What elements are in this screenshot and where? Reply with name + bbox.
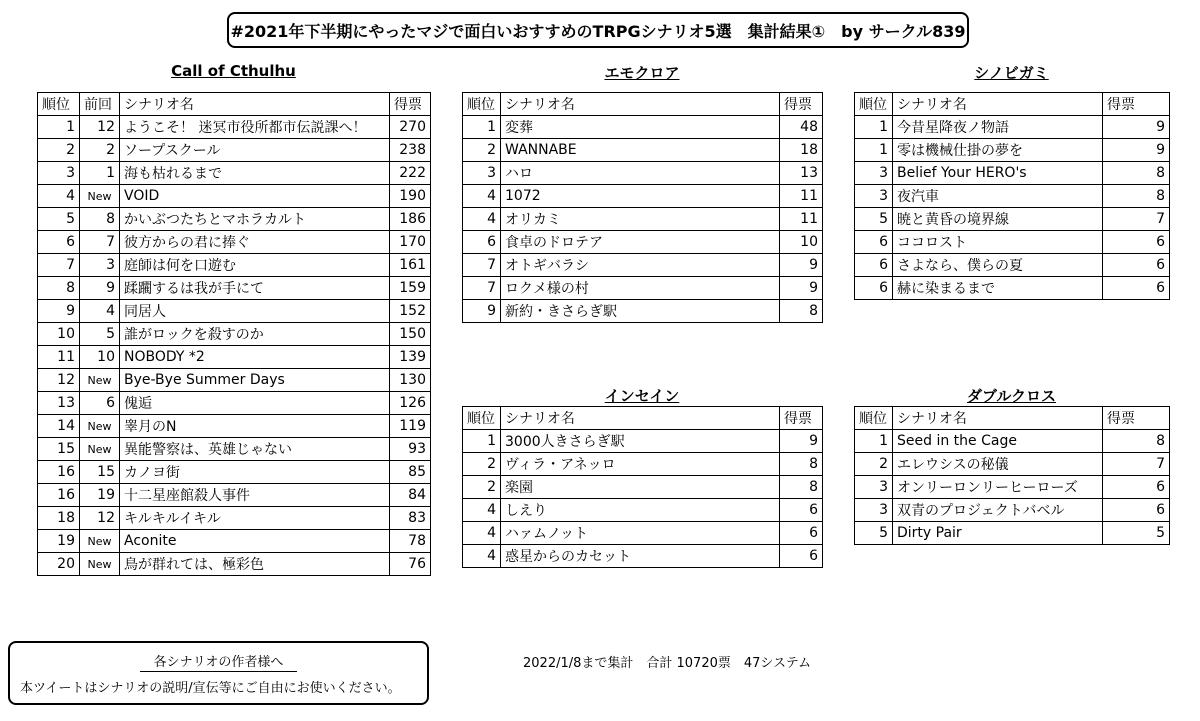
table-row	[38, 392, 431, 415]
votes-cell: 18	[780, 139, 823, 162]
scenario-name-cell: ロクメ様の村	[501, 277, 780, 300]
votes-cell: 270	[390, 116, 431, 139]
table-row	[855, 162, 1170, 185]
rank-cell: 7	[463, 277, 501, 300]
ranking-table-doublecross	[854, 406, 1170, 545]
prev-cell: 9	[80, 277, 120, 300]
header-rank: 順位	[463, 93, 501, 116]
scenario-name-cell: 海も枯れるまで	[120, 162, 390, 185]
rank-cell: 4	[463, 545, 501, 568]
rank-cell: 3	[855, 476, 893, 499]
table-row	[38, 346, 431, 369]
rank-cell: 9	[463, 300, 501, 323]
prev-cell: 12	[80, 116, 120, 139]
prev-cell: 12	[80, 507, 120, 530]
votes-cell: 10	[780, 231, 823, 254]
table-row	[38, 323, 431, 346]
author-note-box	[8, 641, 429, 705]
prev-cell: 19	[80, 484, 120, 507]
rank-cell: 2	[463, 139, 501, 162]
note-body: 本ツイートはシナリオの説明/宣伝等にご自由にお使いください。	[20, 681, 401, 696]
header-prev: 前回	[80, 93, 120, 116]
votes-cell: 11	[780, 208, 823, 231]
prev-cell: 4	[80, 300, 120, 323]
votes-cell: 139	[390, 346, 431, 369]
scenario-name-cell: 3000人きさらぎ駅	[501, 430, 780, 453]
rank-cell: 4	[38, 185, 80, 208]
prev-cell: New	[80, 438, 120, 461]
votes-cell: 11	[780, 185, 823, 208]
ranking-table-emoklore	[462, 92, 823, 323]
votes-cell: 93	[390, 438, 431, 461]
scenario-name-cell: Bye-Bye Summer Days	[120, 369, 390, 392]
rank-cell: 4	[463, 522, 501, 545]
votes-cell: 8	[1103, 430, 1170, 453]
table-row	[855, 453, 1170, 476]
rank-cell: 6	[463, 231, 501, 254]
prev-cell: New	[80, 415, 120, 438]
rank-cell: 1	[855, 116, 893, 139]
rank-cell: 4	[463, 208, 501, 231]
prev-cell: New	[80, 369, 120, 392]
votes-cell: 6	[1103, 254, 1170, 277]
scenario-name-cell: 赫に染まるまで	[893, 277, 1103, 300]
table-row	[38, 461, 431, 484]
prev-cell: New	[80, 185, 120, 208]
votes-cell: 9	[780, 430, 823, 453]
table-row	[463, 162, 823, 185]
votes-cell: 9	[780, 277, 823, 300]
rank-cell: 2	[463, 476, 501, 499]
scenario-name-cell: エレウシスの秘儀	[893, 453, 1103, 476]
votes-cell: 78	[390, 530, 431, 553]
page-title: #2021年下半期にやったマジで面白いおすすめのTRPGシナリオ5選 集計結果① by サークル839	[227, 12, 969, 48]
rank-cell: 1	[855, 430, 893, 453]
header-scenario: シナリオ名	[120, 93, 390, 116]
scenario-name-cell: 庭師は何を口遊む	[120, 254, 390, 277]
header-rank: 順位	[38, 93, 80, 116]
rank-cell: 16	[38, 484, 80, 507]
rank-cell: 2	[38, 139, 80, 162]
rank-cell: 2	[463, 453, 501, 476]
votes-cell: 8	[1103, 185, 1170, 208]
prev-cell: 15	[80, 461, 120, 484]
table-header-row	[463, 407, 823, 430]
scenario-name-cell: 惑星からのカセット	[501, 545, 780, 568]
votes-cell: 48	[780, 116, 823, 139]
table-row	[38, 208, 431, 231]
note-heading-wrap	[10, 651, 427, 670]
table-row	[855, 522, 1170, 545]
table-row	[463, 545, 823, 568]
scenario-name-cell: 異能警察は、英雄じゃない	[120, 438, 390, 461]
scenario-name-cell: オリカミ	[501, 208, 780, 231]
section-title-insane: インセイン	[604, 387, 680, 405]
scenario-name-cell: 傀逅	[120, 392, 390, 415]
votes-cell: 190	[390, 185, 431, 208]
table-row	[38, 116, 431, 139]
votes-cell: 8	[780, 453, 823, 476]
votes-cell: 161	[390, 254, 431, 277]
note-heading: 各シナリオの作者様へ	[140, 655, 298, 672]
scenario-name-cell: ソープスクール	[120, 139, 390, 162]
table-row	[463, 231, 823, 254]
header-votes: 得票	[390, 93, 431, 116]
header-votes: 得票	[1103, 407, 1170, 430]
votes-cell: 8	[1103, 162, 1170, 185]
table-row	[463, 139, 823, 162]
table-row	[38, 507, 431, 530]
votes-cell: 9	[1103, 139, 1170, 162]
scenario-name-cell: 今昔星降夜ノ物語	[893, 116, 1103, 139]
ranking-table-insane	[462, 406, 823, 568]
table-row	[463, 453, 823, 476]
rank-cell: 3	[463, 162, 501, 185]
scenario-name-cell: 1072	[501, 185, 780, 208]
scenario-name-cell: キルキルイキル	[120, 507, 390, 530]
scenario-name-cell: オトギバラシ	[501, 254, 780, 277]
table-row	[38, 553, 431, 576]
votes-cell: 7	[1103, 208, 1170, 231]
prev-cell: New	[80, 553, 120, 576]
rank-cell: 4	[463, 185, 501, 208]
table-row	[855, 231, 1170, 254]
table-row	[463, 185, 823, 208]
rank-cell: 4	[463, 499, 501, 522]
table-row	[38, 277, 431, 300]
rank-cell: 6	[38, 231, 80, 254]
rank-cell: 6	[855, 277, 893, 300]
table-row	[855, 116, 1170, 139]
rank-cell: 5	[855, 522, 893, 545]
scenario-name-cell: ハァムノット	[501, 522, 780, 545]
scenario-name-cell: オンリーロンリーヒーローズ	[893, 476, 1103, 499]
prev-cell: 6	[80, 392, 120, 415]
scenario-name-cell: さよなら、僕らの夏	[893, 254, 1103, 277]
tally-footer: 2022/1/8まで集計 合計 10720票 47システム	[523, 656, 812, 671]
votes-cell: 119	[390, 415, 431, 438]
scenario-name-cell: ようこそ！ 迷冥市役所都市伝説課へ！	[120, 116, 390, 139]
table-row	[855, 185, 1170, 208]
scenario-name-cell: 新約・きさらぎ駅	[501, 300, 780, 323]
votes-cell: 159	[390, 277, 431, 300]
scenario-name-cell: かいぶつたちとマホラカルト	[120, 208, 390, 231]
scenario-name-cell: 彼方からの君に捧ぐ	[120, 231, 390, 254]
votes-cell: 13	[780, 162, 823, 185]
header-rank: 順位	[463, 407, 501, 430]
votes-cell: 5	[1103, 522, 1170, 545]
table-header-row	[855, 93, 1170, 116]
rank-cell: 10	[38, 323, 80, 346]
votes-cell: 150	[390, 323, 431, 346]
header-scenario: シナリオ名	[893, 93, 1103, 116]
scenario-name-cell: WANNABE	[501, 139, 780, 162]
table-row	[463, 476, 823, 499]
rank-cell: 3	[38, 162, 80, 185]
scenario-name-cell: Seed in the Cage	[893, 430, 1103, 453]
rank-cell: 5	[38, 208, 80, 231]
table-row	[38, 300, 431, 323]
prev-cell: 8	[80, 208, 120, 231]
table-row	[855, 430, 1170, 453]
scenario-name-cell: 誰がロックを殺すのか	[120, 323, 390, 346]
section-title-shinobigami: シノビガミ	[974, 64, 1049, 82]
votes-cell: 8	[780, 476, 823, 499]
rank-cell: 13	[38, 392, 80, 415]
votes-cell: 6	[780, 522, 823, 545]
table-row	[38, 369, 431, 392]
header-rank: 順位	[855, 93, 893, 116]
scenario-name-cell: VOID	[120, 185, 390, 208]
section-title-emoklore: エモクロア	[604, 64, 680, 82]
rank-cell: 9	[38, 300, 80, 323]
votes-cell: 6	[1103, 231, 1170, 254]
scenario-name-cell: 鳥が群れては、極彩色	[120, 553, 390, 576]
header-votes: 得票	[780, 93, 823, 116]
votes-cell: 186	[390, 208, 431, 231]
table-row	[855, 499, 1170, 522]
scenario-name-cell: 変葬	[501, 116, 780, 139]
scenario-name-cell: Aconite	[120, 530, 390, 553]
header-scenario: シナリオ名	[501, 93, 780, 116]
rank-cell: 14	[38, 415, 80, 438]
rank-cell: 7	[463, 254, 501, 277]
section-title-doublecross: ダブルクロス	[966, 387, 1057, 405]
votes-cell: 130	[390, 369, 431, 392]
table-row	[463, 499, 823, 522]
rank-cell: 1	[855, 139, 893, 162]
table-row	[855, 476, 1170, 499]
rank-cell: 20	[38, 553, 80, 576]
rank-cell: 7	[38, 254, 80, 277]
scenario-name-cell: 楽園	[501, 476, 780, 499]
table-header-row	[855, 407, 1170, 430]
votes-cell: 6	[1103, 476, 1170, 499]
rank-cell: 1	[463, 116, 501, 139]
header-rank: 順位	[855, 407, 893, 430]
rank-cell: 3	[855, 162, 893, 185]
table-row	[38, 415, 431, 438]
votes-cell: 126	[390, 392, 431, 415]
votes-cell: 6	[1103, 277, 1170, 300]
rank-cell: 8	[38, 277, 80, 300]
rank-cell: 19	[38, 530, 80, 553]
rank-cell: 3	[855, 185, 893, 208]
table-row	[38, 185, 431, 208]
votes-cell: 170	[390, 231, 431, 254]
ranking-table-coc	[37, 92, 431, 576]
rank-cell: 12	[38, 369, 80, 392]
votes-cell: 9	[780, 254, 823, 277]
table-row	[38, 139, 431, 162]
table-row	[463, 522, 823, 545]
prev-cell: 1	[80, 162, 120, 185]
rank-cell: 1	[463, 430, 501, 453]
header-votes: 得票	[1103, 93, 1170, 116]
table-row	[38, 254, 431, 277]
scenario-name-cell: NOBODY *2	[120, 346, 390, 369]
votes-cell: 238	[390, 139, 431, 162]
table-row	[38, 484, 431, 507]
votes-cell: 7	[1103, 453, 1170, 476]
table-row	[855, 208, 1170, 231]
votes-cell: 84	[390, 484, 431, 507]
header-scenario: シナリオ名	[501, 407, 780, 430]
rank-cell: 5	[855, 208, 893, 231]
votes-cell: 83	[390, 507, 431, 530]
table-row	[463, 277, 823, 300]
votes-cell: 222	[390, 162, 431, 185]
rank-cell: 3	[855, 499, 893, 522]
prev-cell: 2	[80, 139, 120, 162]
rank-cell: 2	[855, 453, 893, 476]
prev-cell: 3	[80, 254, 120, 277]
votes-cell: 9	[1103, 116, 1170, 139]
table-row	[38, 162, 431, 185]
table-row	[38, 438, 431, 461]
table-row	[463, 300, 823, 323]
rank-cell: 16	[38, 461, 80, 484]
scenario-name-cell: 食卓のドロテア	[501, 231, 780, 254]
scenario-name-cell: カノヨ街	[120, 461, 390, 484]
votes-cell: 76	[390, 553, 431, 576]
header-scenario: シナリオ名	[893, 407, 1103, 430]
votes-cell: 6	[1103, 499, 1170, 522]
votes-cell: 6	[780, 499, 823, 522]
votes-cell: 6	[780, 545, 823, 568]
rank-cell: 18	[38, 507, 80, 530]
rank-cell: 11	[38, 346, 80, 369]
section-title-coc: Call of Cthulhu	[171, 62, 296, 80]
scenario-name-cell: 睾月のN	[120, 415, 390, 438]
table-row	[463, 208, 823, 231]
rank-cell: 6	[855, 254, 893, 277]
prev-cell: New	[80, 530, 120, 553]
scenario-name-cell: 暁と黄昏の境界線	[893, 208, 1103, 231]
table-row	[855, 139, 1170, 162]
votes-cell: 152	[390, 300, 431, 323]
rank-cell: 15	[38, 438, 80, 461]
table-row	[463, 430, 823, 453]
scenario-name-cell: 蹂躙するは我が手にて	[120, 277, 390, 300]
rank-cell: 1	[38, 116, 80, 139]
prev-cell: 7	[80, 231, 120, 254]
votes-cell: 85	[390, 461, 431, 484]
table-row	[38, 231, 431, 254]
table-row	[38, 530, 431, 553]
table-header-row	[38, 93, 431, 116]
scenario-name-cell: ココロスト	[893, 231, 1103, 254]
ranking-table-shinobigami	[854, 92, 1170, 300]
table-row	[463, 116, 823, 139]
prev-cell: 5	[80, 323, 120, 346]
scenario-name-cell: しえり	[501, 499, 780, 522]
scenario-name-cell: 夜汽車	[893, 185, 1103, 208]
scenario-name-cell: 双青のプロジェクトバベル	[893, 499, 1103, 522]
scenario-name-cell: Dirty Pair	[893, 522, 1103, 545]
table-row	[855, 254, 1170, 277]
scenario-name-cell: 零は機械仕掛の夢を	[893, 139, 1103, 162]
scenario-name-cell: Belief Your HERO's	[893, 162, 1103, 185]
scenario-name-cell: ヴィラ・アネッロ	[501, 453, 780, 476]
rank-cell: 6	[855, 231, 893, 254]
table-row	[463, 254, 823, 277]
header-votes: 得票	[780, 407, 823, 430]
votes-cell: 8	[780, 300, 823, 323]
table-header-row	[463, 93, 823, 116]
table-row	[855, 277, 1170, 300]
scenario-name-cell: 十二星座館殺人事件	[120, 484, 390, 507]
scenario-name-cell: ハロ	[501, 162, 780, 185]
scenario-name-cell: 同居人	[120, 300, 390, 323]
prev-cell: 10	[80, 346, 120, 369]
